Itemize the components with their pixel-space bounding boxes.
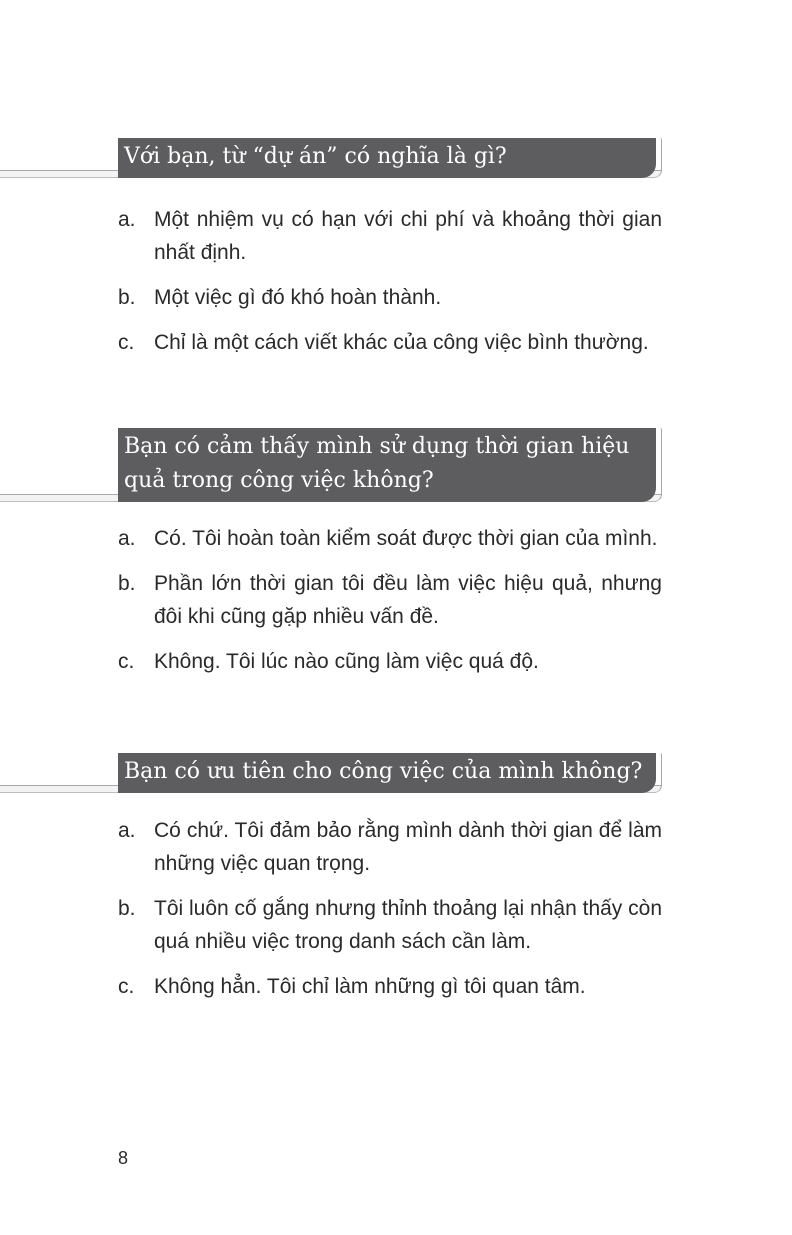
question-heading: Với bạn, từ “dự án” có nghĩa là gì? <box>118 138 656 178</box>
answer-letter: c. <box>118 975 135 998</box>
banner-edge <box>653 753 662 787</box>
answer-text: Không hẳn. Tôi chỉ làm những gì tôi quan tâm. <box>154 975 586 998</box>
answer-list <box>118 814 662 1003</box>
answer-text: Một nhiệm vụ có hạn với chi phí và khoảng thời gian nhất định. <box>154 208 662 264</box>
question-heading: Bạn có ưu tiên cho công việc của mình không? <box>118 753 656 793</box>
answer-option-a <box>118 203 662 269</box>
answer-letter: b. <box>118 572 136 595</box>
answer-letter: a. <box>118 527 136 550</box>
question-banner <box>0 138 662 178</box>
page-number: 8 <box>118 1148 129 1168</box>
answer-option-b <box>118 567 662 633</box>
question-section-1 <box>0 138 792 371</box>
answer-text: Không. Tôi lúc nào cũng làm việc quá độ. <box>154 650 539 673</box>
answer-list <box>118 203 662 359</box>
answer-text: Tôi luôn cố gắng nhưng thỉnh thoảng lại nhận thấy còn quá nhiều việc trong danh sách cần làm. <box>154 897 662 953</box>
question-banner <box>0 753 662 793</box>
answer-letter: b. <box>118 286 136 309</box>
answer-option-c <box>118 326 662 359</box>
question-section-3 <box>0 753 792 1015</box>
answer-option-b <box>118 281 662 314</box>
answer-letter: c. <box>118 650 135 673</box>
answer-letter: a. <box>118 208 136 231</box>
question-banner <box>0 428 662 502</box>
answer-text: Chỉ là một cách viết khác của công việc bình thường. <box>154 331 649 354</box>
answer-option-c <box>118 645 662 678</box>
answer-text: Có. Tôi hoàn toàn kiểm soát được thời gian của mình. <box>154 527 658 550</box>
answer-text: Có chứ. Tôi đảm bảo rằng mình dành thời gian để làm những việc quan trọng. <box>154 819 662 875</box>
banner-edge <box>653 138 662 172</box>
answer-letter: b. <box>118 897 136 920</box>
answer-letter: a. <box>118 819 136 842</box>
answer-option-a <box>118 814 662 880</box>
banner-edge <box>653 428 662 496</box>
answer-option-c <box>118 970 662 1003</box>
question-heading: Bạn có cảm thấy mình sử dụng thời gian hiệu quả trong công việc không? <box>118 428 656 502</box>
answer-option-b <box>118 892 662 958</box>
question-section-2 <box>0 428 792 690</box>
answer-list <box>118 522 662 678</box>
answer-text: Phần lớn thời gian tôi đều làm việc hiệu quả, nhưng đôi khi cũng gặp nhiều vấn đề. <box>154 572 662 628</box>
answer-letter: c. <box>118 331 135 354</box>
answer-option-a <box>118 522 662 555</box>
answer-text: Một việc gì đó khó hoàn thành. <box>154 286 442 309</box>
